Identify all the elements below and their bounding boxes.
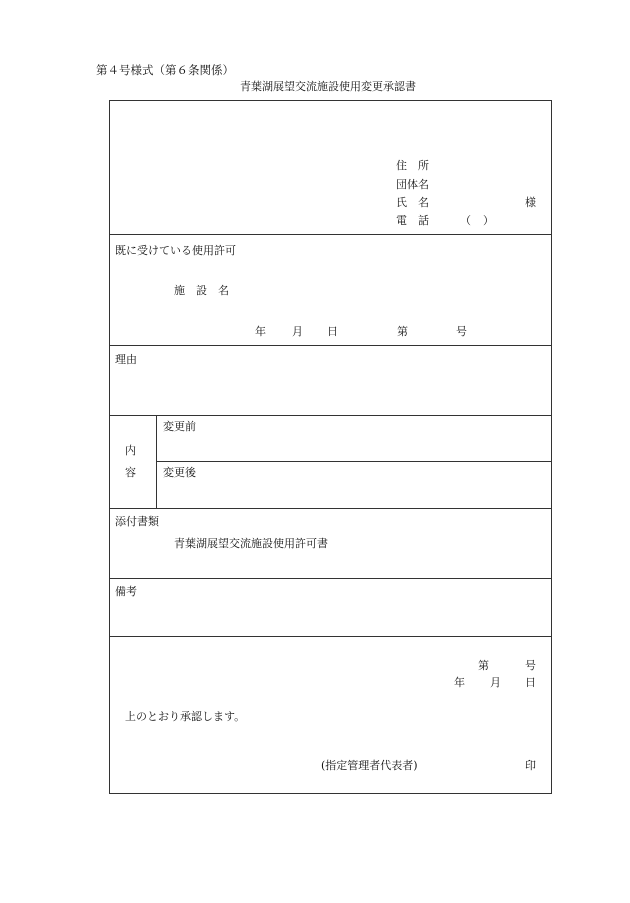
name-label: 氏 名 [396,196,429,209]
honorific: 様 [525,196,536,209]
phone-paren-close: ） [483,214,494,227]
attachment-item: 青葉湖展望交流施設使用許可書 [174,537,328,550]
form-number: 第４号様式（第６条関係） [96,63,234,77]
phone-paren-open: （ [460,214,471,227]
approval-number-prefix: 第 [478,659,489,672]
before-change-label: 変更前 [163,420,196,433]
approval-number-suffix: 号 [525,659,536,672]
existing-permit-heading: 既に受けている使用許可 [115,244,236,257]
content-label-bottom: 容 [125,466,136,479]
reason-label: 理由 [115,353,137,366]
approval-year-label: 年 [454,676,465,689]
divider-content-label [156,415,157,508]
permit-number-prefix: 第 [397,325,408,338]
facility-name-label: 施 設 名 [174,284,229,297]
permit-month-label: 月 [292,325,303,338]
seal-mark: 印 [525,759,536,772]
remarks-label: 備考 [115,585,137,598]
content-label-top: 内 [125,444,136,457]
divider-before-after [156,461,551,462]
attachments-label: 添付書類 [115,515,159,528]
divider-attachments [110,578,551,579]
divider-applicant [110,234,551,235]
permit-day-label: 日 [327,325,338,338]
divider-remarks [110,636,551,637]
document-title: 青葉湖展望交流施設使用変更承認書 [240,80,416,93]
signer-label: (指定管理者代表者) [321,759,418,772]
approval-statement: 上のとおり承認します。 [125,710,246,723]
permit-year-label: 年 [255,325,266,338]
after-change-label: 変更後 [163,466,196,479]
address-label: 住 所 [396,159,429,172]
divider-reason [110,415,551,416]
approval-month-label: 月 [490,676,501,689]
approval-day-label: 日 [525,676,536,689]
divider-content [110,508,551,509]
permit-number-suffix: 号 [456,325,467,338]
approval-form [109,100,552,794]
phone-label: 電 話 [396,214,429,227]
divider-permit [110,345,551,346]
group-name-label: 団体名 [396,178,429,191]
